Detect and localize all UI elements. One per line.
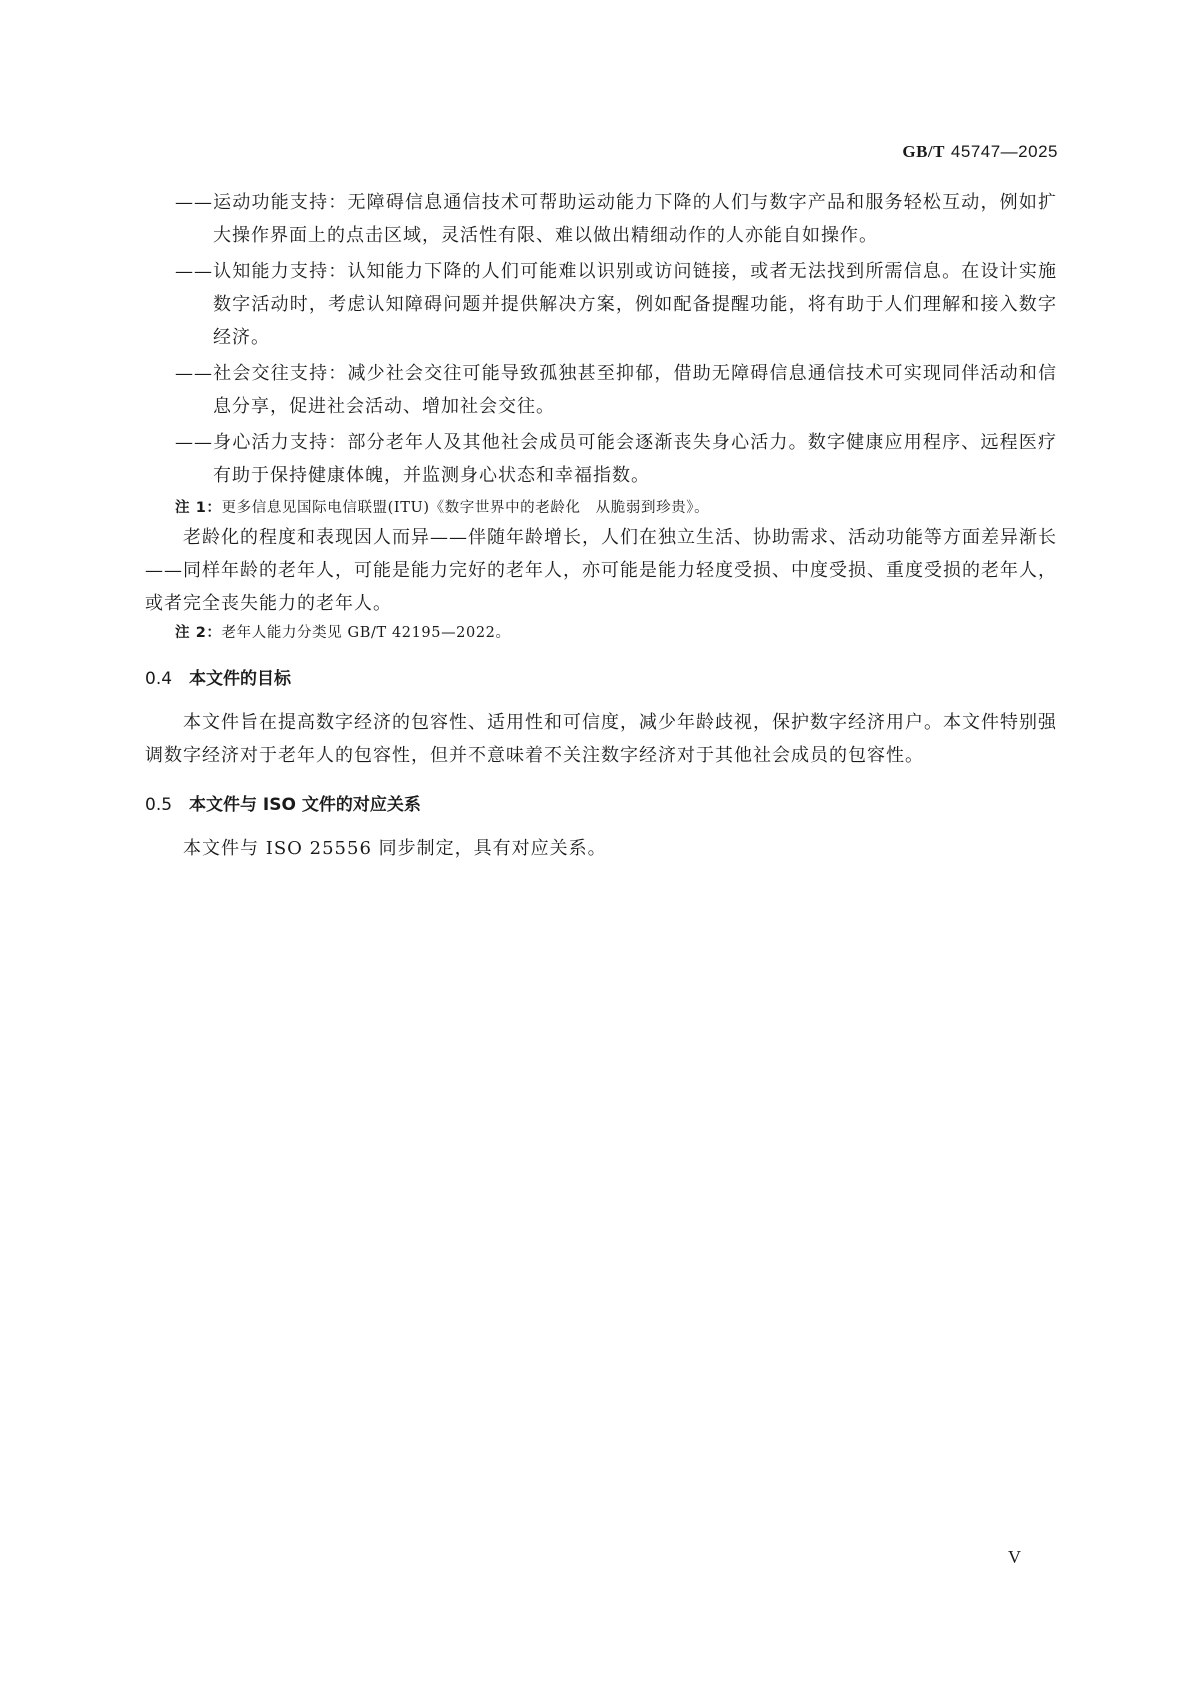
note-1-label: 注 1：	[175, 500, 222, 516]
section-0-5-heading	[145, 790, 1057, 820]
bullet-vitality-support: ——身心活力支持：部分老年人及其他社会成员可能会逐渐丧失身心活力。数字健康应用程序、远程医疗有助于保持健康体魄，并监测身心状态和幸福指数。	[175, 432, 1057, 486]
document-code	[902, 142, 1058, 162]
section-0-4-title: 本文件的目标	[189, 669, 291, 689]
document-code-number: 45747—2025	[950, 142, 1058, 161]
bullet-motor-support: ——运动功能支持：无障碍信息通信技术可帮助运动能力下降的人们与数字产品和服务轻松互动，例如扩大操作界面上的点击区域，灵活性有限、难以做出精细动作的人亦能自如操作。	[175, 192, 1057, 246]
bullet-cognitive-support: ——认知能力支持：认知能力下降的人们可能难以识别或访问链接，或者无法找到所需信息。在设计实施数字活动时，考虑认知障碍问题并提供解决方案，例如配备提醒功能，将有助于人们理解和接入数字经济。	[175, 261, 1057, 348]
section-0-4-heading	[145, 664, 1057, 694]
note-2-label: 注 2：	[175, 625, 222, 641]
note-1	[145, 495, 1057, 521]
document-code-prefix: GB/T	[902, 142, 945, 161]
section-0-5-number: 0.5	[145, 795, 173, 815]
bullet-social-support: ——社会交往支持：减少社会交往可能导致孤独甚至抑郁，借助无障碍信息通信技术可实现同伴活动和信息分享，促进社会活动、增加社会交往。	[175, 363, 1057, 417]
note-2	[145, 620, 1057, 646]
note-1-text: 更多信息见国际电信联盟(ITU)《数字世界中的老龄化 从脆弱到珍贵》。	[221, 500, 710, 516]
paragraph-aging: 老龄化的程度和表现因人而异——伴随年龄增长，人们在独立生活、协助需求、活动功能等方面差异渐长——同样年龄的老年人，可能是能力完好的老年人，亦可能是能力轻度受损、中度受损、重度受损的老年人，或者完全丧失能力的老年人。	[145, 527, 1057, 614]
page-content	[145, 186, 1057, 865]
page-number: V	[1008, 1547, 1021, 1567]
section-0-5-body: 本文件与 ISO 25556 同步制定，具有对应关系。	[183, 838, 607, 859]
note-2-text: 老年人能力分类见 GB/T 42195—2022。	[221, 625, 511, 641]
section-0-4-body: 本文件旨在提高数字经济的包容性、适用性和可信度，减少年龄歧视，保护数字经济用户。本文件特别强调数字经济对于老年人的包容性，但并不意味着不关注数字经济对于其他社会成员的包容性。	[145, 712, 1057, 766]
section-0-4-number: 0.4	[145, 669, 173, 689]
section-0-5-title: 本文件与 ISO 文件的对应关系	[189, 795, 421, 815]
